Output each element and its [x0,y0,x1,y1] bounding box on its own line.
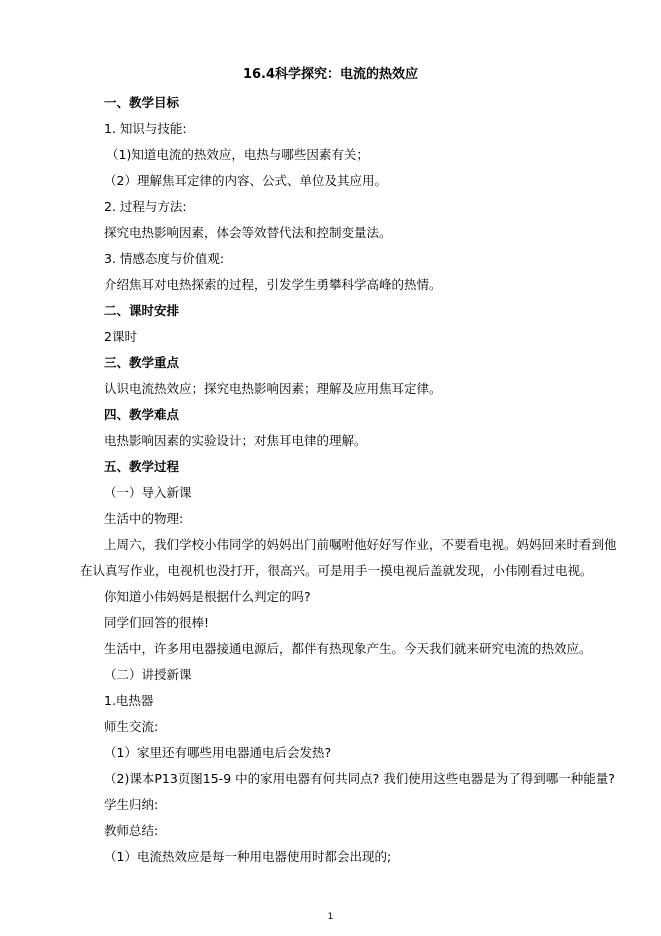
paragraph-line: 电热影响因素的实验设计；对焦耳电律的理解。 [104,433,367,448]
paragraph-line: 介绍焦耳对电热探索的过程，引发学生勇攀科学高峰的热情。 [104,277,442,292]
section-heading-key-points: 三、教学重点 [104,355,180,370]
section-heading-process: 五、教学过程 [104,459,180,474]
paragraph-line: （二）讲授新课 [104,667,192,682]
paragraph-line: 生活中的物理: [104,511,184,526]
paragraph-line: 探究电热影响因素，体会等效替代法和控制变量法。 [104,225,392,240]
paragraph-line: （2）理解焦耳定律的内容、公式、单位及其应用。 [104,173,387,188]
paragraph-line: （1)知道电流的热效应，电热与哪些因素有关； [106,147,369,162]
document-title: 16.4科学探究：电流的热效应 [242,67,419,82]
page-number: 1 [327,912,334,922]
section-heading-objectives: 一、教学目标 [104,95,180,110]
paragraph-line: 你知道小伟妈妈是根据什么判定的吗? [104,589,311,604]
paragraph-line: 同学们回答的很棒! [104,615,210,630]
paragraph-line: 1. 知识与技能: [104,121,187,136]
paragraph-line: 学生归纳: [104,797,159,812]
paragraph-line: （1）电流热效应是每一种用电器使用时都会出现的; [104,849,392,864]
paragraph-line: 2课时 [104,329,137,344]
paragraph-line: （一）导入新课 [104,485,192,500]
paragraph-line: 师生交流: [104,719,159,734]
paragraph-line: 2. 过程与方法: [104,199,187,214]
paragraph-line: 认识电流热效应；探究电热影响因素；理解及应用焦耳定律。 [104,381,442,396]
section-heading-schedule: 二、课时安排 [104,303,180,318]
paragraph-line: 在认真写作业，电视机也没打开，很高兴。可是用手一摸电视后盖就发现，小伟刚看过电视。 [80,563,593,578]
paragraph-line: （2)课本P13页图15-9 中的家用电器有何共同点? 我们使用这些电器是为了得到哪一种能量? [104,771,615,786]
paragraph-line: 生活中，许多用电器接通电源后，都伴有热现象产生。今天我们就来研究电流的热效应。 [104,641,592,656]
paragraph-line: 1.电热器 [104,693,154,708]
paragraph-line: 教师总结: [104,823,159,838]
paragraph-line: （1）家里还有哪些用电器通电后会发热? [104,745,332,760]
section-heading-difficulties: 四、教学难点 [104,407,180,422]
paragraph-line: 3. 情感态度与价值观: [104,251,225,266]
paragraph-line: 上周六，我们学校小伟同学的妈妈出门前嘱咐他好好写作业，不要看电视。妈妈回来时看到他 [104,537,617,552]
